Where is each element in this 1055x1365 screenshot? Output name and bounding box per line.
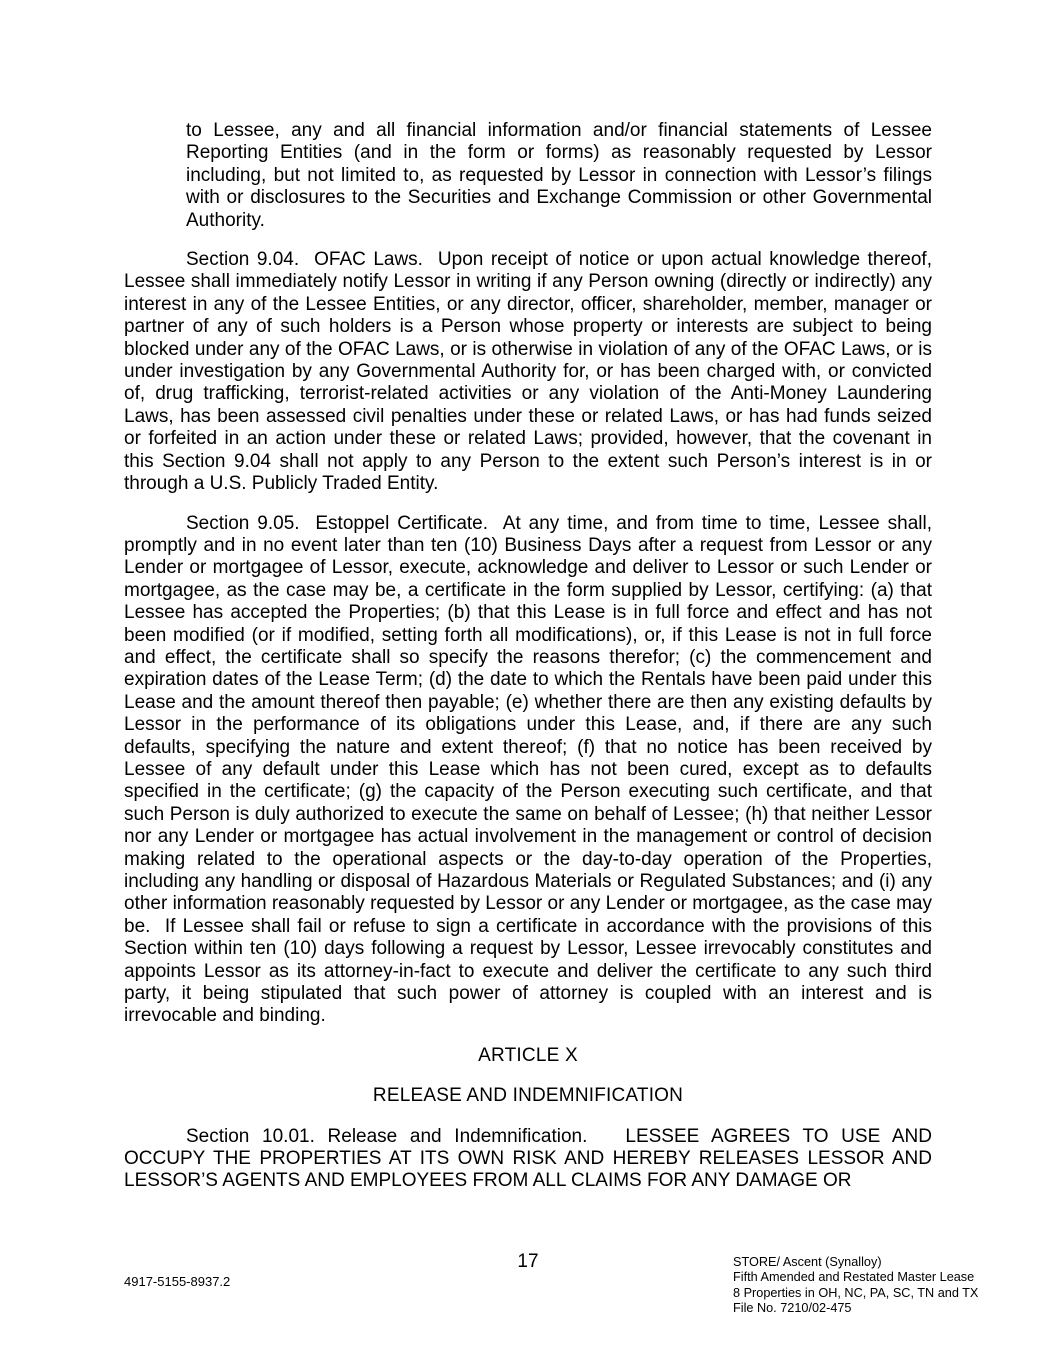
footer-info-line-lease-title: Fifth Amended and Restated Master Lease <box>733 1270 975 1285</box>
footer-info-line-properties: 8 Properties in OH, NC, PA, SC, TN and TX <box>733 1285 979 1300</box>
paragraph-section-10-01: Section 10.01. Release and Indemnification. LESSEE AGREES TO USE AND OCCUPY THE PROPERTIES AT ITS OWN RISK AND HEREBY RELEASES LESSOR AND LESSOR’S AGENTS AND EMPLOYEES FROM ALL CLAIMS FOR ANY DAMAGE OR <box>124 1125 938 1192</box>
paragraph-section-9-05: Section 9.05. Estoppel Certificate. At any time, and from time to time, Lessee shall, promptly and in no event later than ten (10) Business Days after a request from Lessor or any Lender or mortgagee of Lessor, execute, acknowledge and deliver to Lessor or such Lender or mortgagee, as the case may be, a certificate in the form supplied by Lessor, certifying: (a) that Lessee has accepted the Properties; (b) that this Lease is in full force and effect and has not been modified (or if modified, setting forth all modifications), or, if this Lease is not in full force and effect, the certificate shall so specify the reasons therefor; (c) the commencement and expiration dates of the Lease Term; (d) the date to which the Rentals have been paid under this Lease and the amount thereof then payable; (e) whether there are then any existing defaults by Lessor in the performance of its obligations under this Lease, and, if there are any such defaults, specifying the nature and extent thereof; (f) that no notice has been received by Lessee of any default under this Lease which has not been cured, except as to defaults specified in the certificate; (g) the capacity of the Person executing such certificate, and that such Person is duly authorized to execute the same on behalf of Lessee; (h) that neither Lessor nor any Lender or mortgagee has actual involvement in the management or control of decision making related to the operational aspects or the day-to-day operation of the Properties, including any handling or disposal of Hazardous Materials or Regulated Substances; and (i) any other information reasonably requested by Lessor or any Lender or mortgagee, as the case may be. If Lessee shall fail or refuse to sign a certificate in accordance with the provisions of this Section within ten (10) days following a request by Lessor, Lessee irrevocably constitutes and appoints Lessor as its attorney-in-fact to execute and deliver the certificate to any such third party, it being stipulated that such power of attorney is coupled with an interest and is irrevocable and binding. <box>124 512 938 1027</box>
article-heading: ARTICLE X <box>478 1044 578 1066</box>
footer-document-info <box>733 1255 978 1316</box>
document-body <box>124 120 938 1210</box>
document-control-number: 4917-5155-8937.2 <box>124 1274 231 1289</box>
footer-info-line-file-number: File No. 7210/02-475 <box>733 1300 852 1315</box>
footer-info-line-client: STORE/ Ascent (Synalloy) <box>733 1255 882 1269</box>
article-title: RELEASE AND INDEMNIFICATION <box>372 1085 684 1107</box>
page-number: 17 <box>517 1251 539 1272</box>
paragraph-continuation: to Lessee, any and all financial information and/or financial statements of Lessee Reporting Entities (and in the form or forms) as reasonably requested by Lessor including, but not limited to, as requested by Lessor in connection with Lessor’s filings with or disclosures to the Securities and Exchange Commission or other Governmental Authority. <box>186 120 938 231</box>
paragraph-section-9-04: Section 9.04. OFAC Laws. Upon receipt of notice or upon actual knowledge thereof, Lessee shall immediately notify Lessor in writing if any Person owning (directly or indirectly) any interest in any of the Lessee Entities, or any director, officer, shareholder, member, manager or partner of any of such holders is a Person whose property or interests are subject to being blocked under any of the OFAC Laws, or is otherwise in violation of any of the OFAC Laws, or is under investigation by any Governmental Authority for, or has been charged with, or convicted of, drug trafficking, terrorist-related activities or any violation of the Anti-Money Laundering Laws, has been assessed civil penalties under these or related Laws, or has had funds seized or forfeited in an action under these or related Laws; provided, however, that the covenant in this Section 9.04 shall not apply to any Person to the extent such Person’s interest is in or through a U.S. Publicly Traded Entity. <box>124 249 938 495</box>
